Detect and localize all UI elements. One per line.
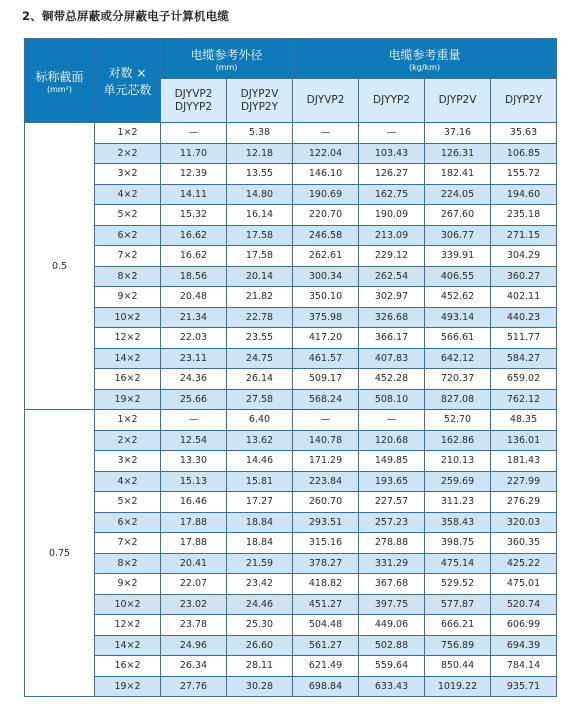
pairs-cell: 4×2 bbox=[95, 184, 161, 205]
header-weight-unit: (kg/km) bbox=[408, 62, 441, 72]
value-cell: 20.41 bbox=[161, 553, 227, 574]
pairs-cell: 7×2 bbox=[95, 533, 161, 554]
pairs-cell: 12×2 bbox=[95, 615, 161, 636]
table-row bbox=[25, 656, 557, 677]
value-cell: 22.78 bbox=[227, 307, 293, 328]
value-cell: 520.74 bbox=[491, 594, 557, 615]
value-cell: 509.17 bbox=[293, 369, 359, 390]
table-row bbox=[25, 266, 557, 287]
section-area-cell: 0.5 bbox=[25, 123, 95, 410]
value-cell: 13.30 bbox=[161, 451, 227, 472]
value-cell: 25.30 bbox=[227, 615, 293, 636]
value-cell: 17.88 bbox=[161, 512, 227, 533]
value-cell: 210.13 bbox=[425, 451, 491, 472]
value-cell: 227.57 bbox=[359, 492, 425, 513]
subheader-djyvp2-djyyp2 bbox=[161, 79, 227, 123]
value-cell: 935.71 bbox=[491, 676, 557, 697]
value-cell: 48.35 bbox=[491, 410, 557, 431]
value-cell: 190.69 bbox=[293, 184, 359, 205]
value-cell: 227.99 bbox=[491, 471, 557, 492]
value-cell: 561.27 bbox=[293, 635, 359, 656]
value-cell: 584.27 bbox=[491, 348, 557, 369]
value-cell: 106.85 bbox=[491, 143, 557, 164]
value-cell: 52.70 bbox=[425, 410, 491, 431]
value-cell: 28.11 bbox=[227, 656, 293, 677]
value-cell: 756.89 bbox=[425, 635, 491, 656]
value-cell: 293.51 bbox=[293, 512, 359, 533]
value-cell: 25.66 bbox=[161, 389, 227, 410]
value-cell: 762.12 bbox=[491, 389, 557, 410]
value-cell: 14.80 bbox=[227, 184, 293, 205]
subheader-djyp2v-djyp2y bbox=[227, 79, 293, 123]
table-row bbox=[25, 676, 557, 697]
table-row bbox=[25, 553, 557, 574]
header-weight bbox=[293, 39, 557, 79]
value-cell: 22.03 bbox=[161, 328, 227, 349]
pairs-cell: 6×2 bbox=[95, 225, 161, 246]
value-cell: 417.20 bbox=[293, 328, 359, 349]
pairs-cell: 6×2 bbox=[95, 512, 161, 533]
value-cell: 502.88 bbox=[359, 635, 425, 656]
value-cell: 224.05 bbox=[425, 184, 491, 205]
value-cell: 440.23 bbox=[491, 307, 557, 328]
value-cell: 577.87 bbox=[425, 594, 491, 615]
value-cell: 24.36 bbox=[161, 369, 227, 390]
header-section bbox=[25, 39, 95, 123]
value-cell: 304.29 bbox=[491, 246, 557, 267]
value-cell: 13.62 bbox=[227, 430, 293, 451]
subheader-model-b: DJYP2Y bbox=[240, 100, 279, 113]
table-row bbox=[25, 533, 557, 554]
document-title: 2、铜带总屏蔽或分屏蔽电子计算机电缆 bbox=[22, 9, 230, 23]
table-row bbox=[25, 451, 557, 472]
value-cell: 331.29 bbox=[359, 553, 425, 574]
value-cell: 511.77 bbox=[491, 328, 557, 349]
value-cell: 504.48 bbox=[293, 615, 359, 636]
value-cell: 181.43 bbox=[491, 451, 557, 472]
value-cell: 262.54 bbox=[359, 266, 425, 287]
value-cell: 190.09 bbox=[359, 205, 425, 226]
header-pairs-line1: 对数 × bbox=[108, 65, 147, 80]
value-cell: 18.84 bbox=[227, 512, 293, 533]
value-cell: 162.75 bbox=[359, 184, 425, 205]
value-cell: 257.23 bbox=[359, 512, 425, 533]
value-cell: 559.64 bbox=[359, 656, 425, 677]
value-cell: — bbox=[293, 123, 359, 144]
value-cell: 784.14 bbox=[491, 656, 557, 677]
pairs-cell: 1×2 bbox=[95, 123, 161, 144]
value-cell: — bbox=[161, 410, 227, 431]
value-cell: 12.39 bbox=[161, 164, 227, 185]
pairs-cell: 1×2 bbox=[95, 410, 161, 431]
pairs-cell: 16×2 bbox=[95, 656, 161, 677]
value-cell: 5.38 bbox=[227, 123, 293, 144]
value-cell: — bbox=[359, 123, 425, 144]
pairs-cell: 16×2 bbox=[95, 369, 161, 390]
table-row bbox=[25, 205, 557, 226]
value-cell: 6.40 bbox=[227, 410, 293, 431]
value-cell: 182.41 bbox=[425, 164, 491, 185]
table-row bbox=[25, 471, 557, 492]
pairs-cell: 8×2 bbox=[95, 553, 161, 574]
pairs-cell: 5×2 bbox=[95, 492, 161, 513]
pairs-cell: 2×2 bbox=[95, 430, 161, 451]
value-cell: 235.18 bbox=[491, 205, 557, 226]
value-cell: 17.58 bbox=[227, 246, 293, 267]
pairs-cell: 7×2 bbox=[95, 246, 161, 267]
value-cell: 278.88 bbox=[359, 533, 425, 554]
table-header bbox=[25, 39, 557, 123]
pairs-cell: 19×2 bbox=[95, 389, 161, 410]
value-cell: 16.14 bbox=[227, 205, 293, 226]
table-row bbox=[25, 594, 557, 615]
value-cell: 451.27 bbox=[293, 594, 359, 615]
value-cell: 246.58 bbox=[293, 225, 359, 246]
value-cell: 18.84 bbox=[227, 533, 293, 554]
value-cell: 24.46 bbox=[227, 594, 293, 615]
header-section-label: 标称截面 bbox=[35, 69, 84, 84]
value-cell: 320.03 bbox=[491, 512, 557, 533]
value-cell: 397.75 bbox=[359, 594, 425, 615]
pairs-cell: 14×2 bbox=[95, 348, 161, 369]
subheader-djyyp2: DJYYP2 bbox=[359, 79, 425, 123]
value-cell: 367.68 bbox=[359, 574, 425, 595]
pairs-cell: 8×2 bbox=[95, 266, 161, 287]
value-cell: 27.58 bbox=[227, 389, 293, 410]
value-cell: 20.48 bbox=[161, 287, 227, 308]
table-row bbox=[25, 287, 557, 308]
value-cell: 103.43 bbox=[359, 143, 425, 164]
value-cell: 425.22 bbox=[491, 553, 557, 574]
value-cell: 18.56 bbox=[161, 266, 227, 287]
pairs-cell: 4×2 bbox=[95, 471, 161, 492]
value-cell: 23.11 bbox=[161, 348, 227, 369]
table-row bbox=[25, 389, 557, 410]
value-cell: 213.09 bbox=[359, 225, 425, 246]
value-cell: 375.98 bbox=[293, 307, 359, 328]
value-cell: 21.34 bbox=[161, 307, 227, 328]
value-cell: 17.27 bbox=[227, 492, 293, 513]
pairs-cell: 5×2 bbox=[95, 205, 161, 226]
value-cell: 350.10 bbox=[293, 287, 359, 308]
value-cell: 378.27 bbox=[293, 553, 359, 574]
value-cell: 259.69 bbox=[425, 471, 491, 492]
pairs-cell: 9×2 bbox=[95, 287, 161, 308]
header-weight-label: 电缆参考重量 bbox=[388, 47, 461, 62]
value-cell: 11.70 bbox=[161, 143, 227, 164]
value-cell: 306.77 bbox=[425, 225, 491, 246]
subheader-djyp2v: DJYP2V bbox=[425, 79, 491, 123]
value-cell: 262.61 bbox=[293, 246, 359, 267]
value-cell: 406.55 bbox=[425, 266, 491, 287]
value-cell: 461.57 bbox=[293, 348, 359, 369]
header-diameter-label: 电缆参考外径 bbox=[190, 47, 263, 62]
value-cell: 360.35 bbox=[491, 533, 557, 554]
value-cell: 315.16 bbox=[293, 533, 359, 554]
cable-spec-table bbox=[24, 38, 557, 697]
value-cell: 14.46 bbox=[227, 451, 293, 472]
value-cell: 26.34 bbox=[161, 656, 227, 677]
value-cell: 260.70 bbox=[293, 492, 359, 513]
value-cell: 155.72 bbox=[491, 164, 557, 185]
value-cell: 21.82 bbox=[227, 287, 293, 308]
value-cell: 37.16 bbox=[425, 123, 491, 144]
value-cell: 16.62 bbox=[161, 246, 227, 267]
table-row bbox=[25, 123, 557, 144]
header-pairs-line2: 单元芯数 bbox=[103, 82, 152, 97]
value-cell: 475.01 bbox=[491, 574, 557, 595]
value-cell: 16.46 bbox=[161, 492, 227, 513]
value-cell: 366.17 bbox=[359, 328, 425, 349]
table-row bbox=[25, 615, 557, 636]
value-cell: 23.78 bbox=[161, 615, 227, 636]
value-cell: 16.62 bbox=[161, 225, 227, 246]
value-cell: 407.83 bbox=[359, 348, 425, 369]
table-body bbox=[25, 123, 557, 697]
value-cell: 339.91 bbox=[425, 246, 491, 267]
table-row bbox=[25, 574, 557, 595]
table-row bbox=[25, 512, 557, 533]
table-row bbox=[25, 635, 557, 656]
value-cell: 633.43 bbox=[359, 676, 425, 697]
value-cell: 23.55 bbox=[227, 328, 293, 349]
value-cell: 12.18 bbox=[227, 143, 293, 164]
table-row bbox=[25, 307, 557, 328]
pairs-cell: 10×2 bbox=[95, 307, 161, 328]
subheader-model-a: DJYP2V bbox=[240, 87, 279, 100]
table-row bbox=[25, 328, 557, 349]
value-cell: 26.60 bbox=[227, 635, 293, 656]
table-row bbox=[25, 430, 557, 451]
value-cell: 220.70 bbox=[293, 205, 359, 226]
value-cell: 146.10 bbox=[293, 164, 359, 185]
subheader-model-a: DJYVP2 bbox=[174, 87, 213, 100]
subheader-model-b: DJYYP2 bbox=[174, 100, 213, 113]
value-cell: 452.62 bbox=[425, 287, 491, 308]
value-cell: 23.42 bbox=[227, 574, 293, 595]
value-cell: 140.78 bbox=[293, 430, 359, 451]
table-row bbox=[25, 184, 557, 205]
value-cell: 418.82 bbox=[293, 574, 359, 595]
value-cell: 398.75 bbox=[425, 533, 491, 554]
value-cell: 194.60 bbox=[491, 184, 557, 205]
value-cell: 24.96 bbox=[161, 635, 227, 656]
value-cell: 720.37 bbox=[425, 369, 491, 390]
value-cell: 122.04 bbox=[293, 143, 359, 164]
subheader-djyp2y: DJYP2Y bbox=[491, 79, 557, 123]
value-cell: 126.27 bbox=[359, 164, 425, 185]
value-cell: 15.32 bbox=[161, 205, 227, 226]
value-cell: 24.75 bbox=[227, 348, 293, 369]
pairs-cell: 2×2 bbox=[95, 143, 161, 164]
subheader-djyvp2: DJYVP2 bbox=[293, 79, 359, 123]
table-row bbox=[25, 164, 557, 185]
value-cell: 27.76 bbox=[161, 676, 227, 697]
header-section-unit: (mm²) bbox=[46, 84, 73, 94]
header-diameter-unit: (mm) bbox=[215, 62, 238, 72]
value-cell: — bbox=[359, 410, 425, 431]
table-row bbox=[25, 492, 557, 513]
value-cell: 23.02 bbox=[161, 594, 227, 615]
table-row bbox=[25, 369, 557, 390]
value-cell: 14.11 bbox=[161, 184, 227, 205]
value-cell: 13.55 bbox=[227, 164, 293, 185]
table-row bbox=[25, 348, 557, 369]
value-cell: 12.54 bbox=[161, 430, 227, 451]
value-cell: 302.97 bbox=[359, 287, 425, 308]
value-cell: 827.08 bbox=[425, 389, 491, 410]
value-cell: 850.44 bbox=[425, 656, 491, 677]
value-cell: 17.88 bbox=[161, 533, 227, 554]
pairs-cell: 12×2 bbox=[95, 328, 161, 349]
section-area-cell: 0.75 bbox=[25, 410, 95, 697]
pairs-cell: 10×2 bbox=[95, 594, 161, 615]
value-cell: 229.12 bbox=[359, 246, 425, 267]
value-cell: 171.29 bbox=[293, 451, 359, 472]
value-cell: 136.01 bbox=[491, 430, 557, 451]
table-row bbox=[25, 410, 557, 431]
value-cell: 326.68 bbox=[359, 307, 425, 328]
value-cell: 311.23 bbox=[425, 492, 491, 513]
table-row bbox=[25, 225, 557, 246]
value-cell: 15.13 bbox=[161, 471, 227, 492]
value-cell: 666.21 bbox=[425, 615, 491, 636]
value-cell: 21.59 bbox=[227, 553, 293, 574]
pairs-cell: 3×2 bbox=[95, 164, 161, 185]
value-cell: 1019.22 bbox=[425, 676, 491, 697]
value-cell: 566.61 bbox=[425, 328, 491, 349]
value-cell: 17.58 bbox=[227, 225, 293, 246]
table-row bbox=[25, 143, 557, 164]
pairs-cell: 9×2 bbox=[95, 574, 161, 595]
value-cell: 15.81 bbox=[227, 471, 293, 492]
value-cell: 30.28 bbox=[227, 676, 293, 697]
value-cell: 659.02 bbox=[491, 369, 557, 390]
header-pairs bbox=[95, 39, 161, 123]
value-cell: 452.28 bbox=[359, 369, 425, 390]
value-cell: 694.39 bbox=[491, 635, 557, 656]
value-cell: 402.11 bbox=[491, 287, 557, 308]
value-cell: 606.99 bbox=[491, 615, 557, 636]
value-cell: 529.52 bbox=[425, 574, 491, 595]
pairs-cell: 3×2 bbox=[95, 451, 161, 472]
value-cell: 267.60 bbox=[425, 205, 491, 226]
pairs-cell: 14×2 bbox=[95, 635, 161, 656]
value-cell: 493.14 bbox=[425, 307, 491, 328]
value-cell: — bbox=[161, 123, 227, 144]
value-cell: 26.14 bbox=[227, 369, 293, 390]
value-cell: 162.86 bbox=[425, 430, 491, 451]
value-cell: 35.63 bbox=[491, 123, 557, 144]
value-cell: 449.06 bbox=[359, 615, 425, 636]
value-cell: 223.84 bbox=[293, 471, 359, 492]
value-cell: 360.27 bbox=[491, 266, 557, 287]
value-cell: 120.68 bbox=[359, 430, 425, 451]
value-cell: 475.14 bbox=[425, 553, 491, 574]
value-cell: 149.85 bbox=[359, 451, 425, 472]
value-cell: 22.07 bbox=[161, 574, 227, 595]
value-cell: 20.14 bbox=[227, 266, 293, 287]
value-cell: 300.34 bbox=[293, 266, 359, 287]
value-cell: — bbox=[293, 410, 359, 431]
value-cell: 276.29 bbox=[491, 492, 557, 513]
value-cell: 126.31 bbox=[425, 143, 491, 164]
value-cell: 508.10 bbox=[359, 389, 425, 410]
value-cell: 642.12 bbox=[425, 348, 491, 369]
pairs-cell: 19×2 bbox=[95, 676, 161, 697]
value-cell: 358.43 bbox=[425, 512, 491, 533]
table-row bbox=[25, 246, 557, 267]
header-diameter bbox=[161, 39, 293, 79]
value-cell: 271.15 bbox=[491, 225, 557, 246]
value-cell: 621.49 bbox=[293, 656, 359, 677]
value-cell: 193.65 bbox=[359, 471, 425, 492]
value-cell: 698.84 bbox=[293, 676, 359, 697]
value-cell: 568.24 bbox=[293, 389, 359, 410]
